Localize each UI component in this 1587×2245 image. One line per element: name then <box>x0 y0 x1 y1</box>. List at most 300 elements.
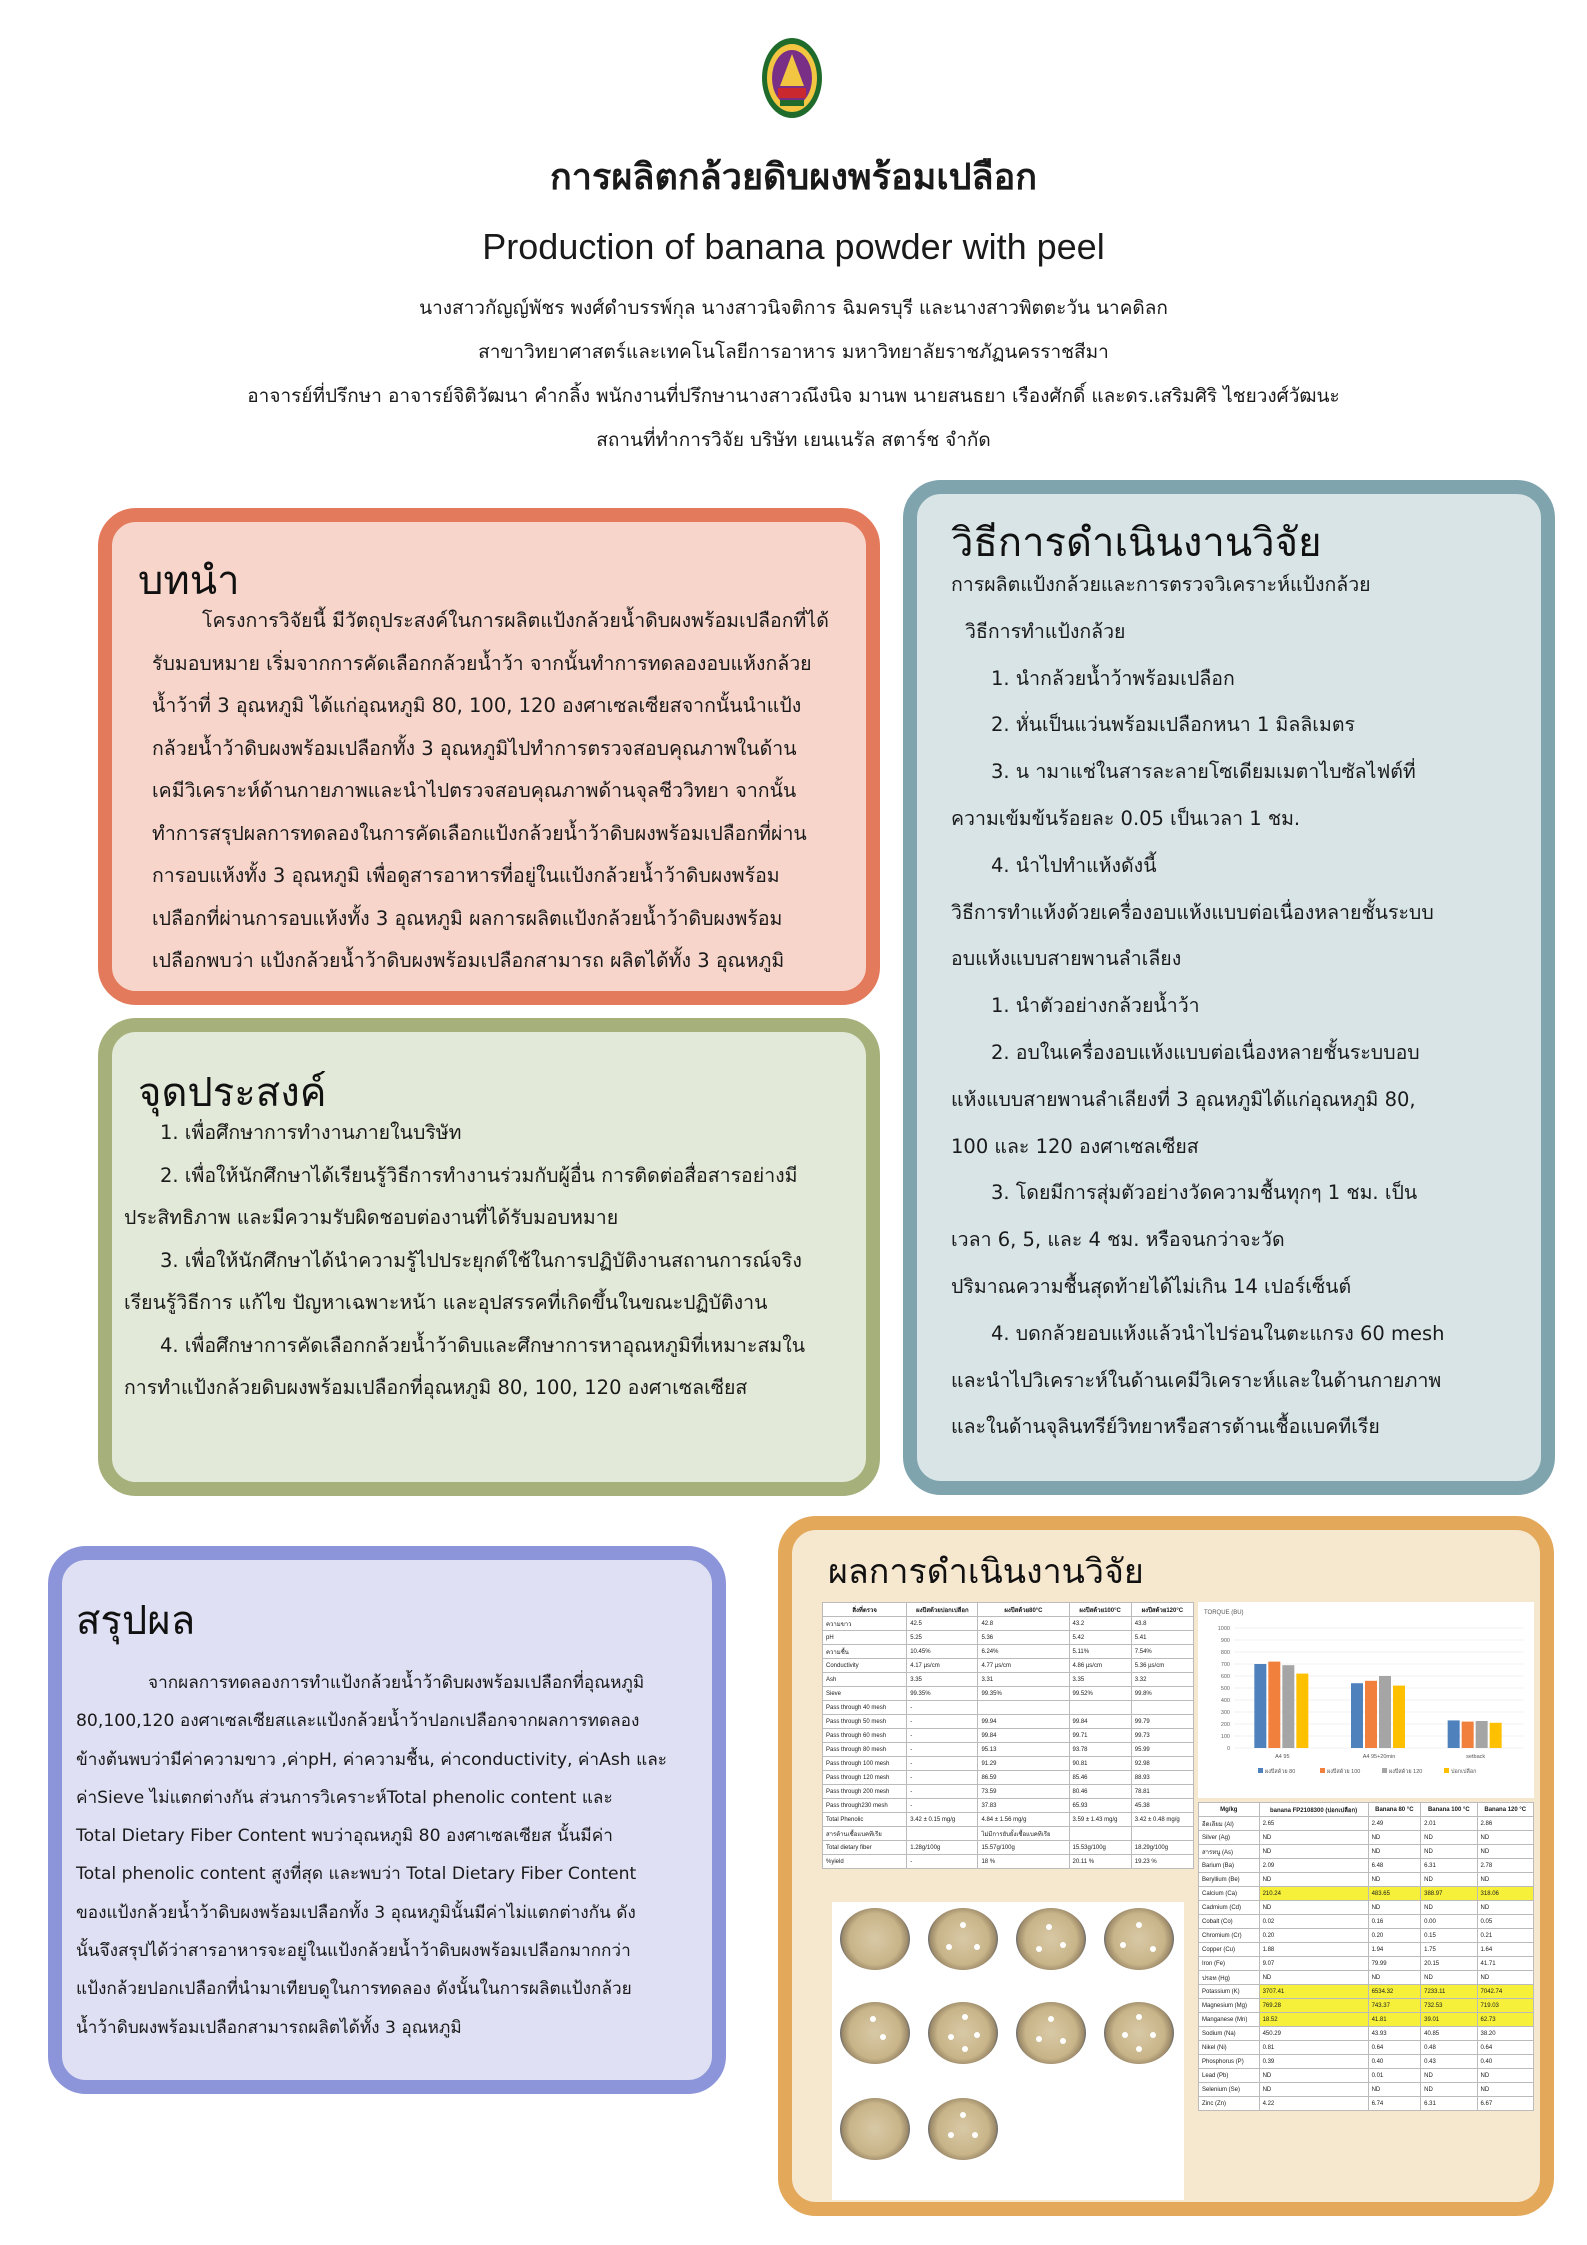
table-row <box>1199 2097 1534 2111</box>
table-row <box>823 1841 1194 1855</box>
university-seal-icon <box>760 36 824 120</box>
table-cell: 73.59 <box>978 1785 1069 1799</box>
table-cell: 0.02 <box>1259 1915 1368 1929</box>
conclusion-line: จากผลการทดลองการทำแป้งกล้วยน้ำว้าดิบผงพร้อมเปลือกที่อุณหภูมิ <box>148 1673 645 1693</box>
table-row <box>823 1687 1194 1701</box>
table-cell: Cobalt (Co) <box>1199 1915 1260 1929</box>
method-line: เวลา 6, 5, และ 4 ชม. หรือจนกว่าจะวัด <box>951 1228 1285 1252</box>
table-row <box>823 1799 1194 1813</box>
table-cell <box>1069 1701 1131 1715</box>
objectives-heading: จุดประสงค์ <box>138 1070 327 1116</box>
chart-bar <box>1379 1676 1391 1748</box>
table-cell: 3.31 <box>978 1673 1069 1687</box>
method-line: 3. โดยมีการสุ่มตัวอย่างวัดความชื้นทุกๆ 1 ชม. เป็น <box>991 1181 1418 1205</box>
table-cell: ND <box>1477 1845 1533 1859</box>
chart-bar <box>1462 1722 1474 1748</box>
table-cell: ND <box>1368 2083 1421 2097</box>
table-cell <box>1069 1827 1131 1841</box>
method-line: ความเข้มข้นร้อยละ 0.05 เป็นเวลา 1 ชม. <box>951 806 1301 830</box>
table-cell: 79.99 <box>1368 1957 1421 1971</box>
table-cell: 3.32 <box>1131 1673 1193 1687</box>
table-row <box>1199 1873 1534 1887</box>
table-row <box>1199 1859 1534 1873</box>
petri-dish-icon <box>1104 1908 1174 1970</box>
table-cell: 6.67 <box>1477 2097 1533 2111</box>
table-cell: Potassium (K) <box>1199 1985 1260 1999</box>
table-cell: ND <box>1368 1901 1421 1915</box>
results-quality-table <box>822 1602 1194 1869</box>
table-cell: 43.2 <box>1069 1617 1131 1631</box>
table-cell: 99.84 <box>978 1729 1069 1743</box>
table-cell: Manganese (Mn) <box>1199 2013 1260 2027</box>
table-cell: 5.42 <box>1069 1631 1131 1645</box>
objective-line: การทำแป้งกล้วยดิบผงพร้อมเปลือกที่อุณหภูมิ 80, 100, 120 องศาเซลเซียส <box>124 1376 748 1399</box>
table-cell: 3.42 ± 0.48 mg/g <box>1131 1813 1193 1827</box>
table-cell: 719.03 <box>1477 1999 1533 2013</box>
table-cell: 93.78 <box>1069 1743 1131 1757</box>
x-tick-label: A4 95 <box>1275 1754 1290 1760</box>
table-cell: ND <box>1421 2069 1477 2083</box>
table-cell: Pass through 40 mesh <box>823 1701 907 1715</box>
conclusion-line: Total phenolic content สูงที่สุด และพบว่า Total Dietary Fiber Content <box>76 1864 637 1885</box>
table-cell: 99.71 <box>1069 1729 1131 1743</box>
table-cell: ND <box>1421 1971 1477 1985</box>
table-cell: - <box>907 1799 978 1813</box>
table-cell: 45.38 <box>1131 1799 1193 1813</box>
table-cell: ND <box>1259 1873 1368 1887</box>
table-cell: Pass through 200 mesh <box>823 1785 907 1799</box>
table-cell: 483.65 <box>1368 1887 1421 1901</box>
table-cell: 2.09 <box>1259 1859 1368 1873</box>
y-tick-label: 100 <box>1220 1734 1230 1740</box>
table-cell: 0.40 <box>1477 2055 1533 2069</box>
intro-line: เปลือกพบว่า แป้งกล้วยน้ำว้าดิบผงพร้อมเปลือกสามารถ ผลิตได้ทั้ง 3 อุณหภูมิ <box>152 949 785 972</box>
chart-bar <box>1490 1723 1502 1748</box>
table-header-cell: Banana 80 °C <box>1368 1803 1421 1817</box>
table-cell: ND <box>1421 1873 1477 1887</box>
table-cell: 0.01 <box>1368 2069 1421 2083</box>
table-header-cell: ผงปีสด้วย100°C <box>1069 1603 1131 1617</box>
method-line: 1. นำตัวอย่างกล้วยน้ำว้า <box>991 994 1200 1018</box>
table-row <box>1199 1957 1534 1971</box>
table-cell: %yield <box>823 1855 907 1869</box>
results-mineral-table <box>1198 1802 1534 2111</box>
petri-dish-icon <box>928 2098 998 2160</box>
table-row <box>1199 2055 1534 2069</box>
table-cell: 19.23 % <box>1131 1855 1193 1869</box>
table-cell: ND <box>1421 1901 1477 1915</box>
table-cell: ND <box>1421 2083 1477 2097</box>
petri-dish-icon <box>928 2002 998 2064</box>
conclusion-line: ค่าSieve ไม่แตกต่างกัน ส่วนการวิเคราะห์Total phenolic content และ <box>76 1787 613 1808</box>
method-line: 100 และ 120 องศาเซลเซียส <box>951 1134 1199 1158</box>
table-cell: ND <box>1368 1845 1421 1859</box>
table-cell: - <box>907 1715 978 1729</box>
y-tick-label: 900 <box>1220 1638 1230 1644</box>
table-row <box>823 1785 1194 1799</box>
table-cell: 10.45% <box>907 1645 978 1659</box>
table-cell: Beryllium (Be) <box>1199 1873 1260 1887</box>
department: สาขาวิทยาศาสตร์และเทคโนโลยีการอาหาร มหาวิทยาลัยราชภัฏนครราชสีมา <box>478 341 1109 363</box>
y-axis-label: TORQUE (BU) <box>1204 1610 1244 1616</box>
table-cell: Iron (Fe) <box>1199 1957 1260 1971</box>
intro-section <box>98 508 880 1005</box>
chart-bar <box>1476 1721 1488 1748</box>
table-row <box>1199 2083 1534 2097</box>
table-cell: 92.98 <box>1131 1757 1193 1771</box>
table-cell: ND <box>1477 1873 1533 1887</box>
table-cell: Zinc (Zn) <box>1199 2097 1260 2111</box>
table-cell: 4.22 <box>1259 2097 1368 2111</box>
conclusion-line: Total Dietary Fiber Content พบว่าอุณหภูมิ 80 องศาเซลเซียส นั้นมีค่า <box>76 1826 613 1847</box>
table-cell: Sodium (Na) <box>1199 2027 1260 2041</box>
petri-dish-photos <box>832 1902 1184 2200</box>
table-cell: 743.37 <box>1368 1999 1421 2013</box>
table-row <box>823 1659 1194 1673</box>
table-cell: 6.31 <box>1421 2097 1477 2111</box>
table-cell: - <box>907 1757 978 1771</box>
method-line: และนำไปวิเคราะห์ในด้านเคมีวิเคราะห์และในด้านกายภาพ <box>951 1368 1442 1392</box>
table-header-cell: ผงปีสด้วย80°C <box>978 1603 1069 1617</box>
petri-dish-icon <box>840 2002 910 2064</box>
table-cell <box>1131 1701 1193 1715</box>
table-cell: 5.25 <box>907 1631 978 1645</box>
y-tick-label: 400 <box>1220 1698 1230 1704</box>
intro-line: รับมอบหมาย เริ่มจากการคัดเลือกกล้วยน้ำว้า จากนั้นทำการทดลองอบแห้งกล้วย <box>152 651 812 675</box>
table-cell: ND <box>1259 2083 1368 2097</box>
table-row <box>1199 1929 1534 1943</box>
conclusion-line: 80,100,120 องศาเซลเซียสและแป้งกล้วยน้ำว้าปอกเปลือกจากผลการทดลอง <box>76 1711 640 1732</box>
table-cell: ปรอท (Hg) <box>1199 1971 1260 1985</box>
method-line: การผลิตแป้งกล้วยและการตรวจวิเคราะห์แป้งกล้วย <box>951 573 1371 596</box>
table-cell: 18 % <box>978 1855 1069 1869</box>
table-cell: 88.93 <box>1131 1771 1193 1785</box>
table-cell: 0.05 <box>1477 1915 1533 1929</box>
table-cell: 40.85 <box>1421 2027 1477 2041</box>
objective-line: 4. เพื่อศึกษาการคัดเลือกกล้วยน้ำว้าดิบและศึกษาการหาอุณหภูมิที่เหมาะสมใน <box>160 1333 806 1357</box>
x-tick-label: setback <box>1466 1754 1486 1760</box>
table-cell: 99.35% <box>978 1687 1069 1701</box>
table-cell: Phosphorus (P) <box>1199 2055 1260 2069</box>
petri-dish-icon <box>840 2098 910 2160</box>
table-cell: 41.71 <box>1477 1957 1533 1971</box>
table-cell: 99.79 <box>1131 1715 1193 1729</box>
table-cell: 7042.74 <box>1477 1985 1533 1999</box>
table-row <box>823 1771 1194 1785</box>
legend-swatch <box>1258 1768 1263 1773</box>
table-row <box>823 1673 1194 1687</box>
conclusion-line: น้ำว้าดิบผงพร้อมเปลือกสามารถผลิตได้ทั้ง 3 อุณหภูมิ <box>76 2017 462 2038</box>
table-cell: pH <box>823 1631 907 1645</box>
table-cell: 3.35 <box>1069 1673 1131 1687</box>
poster-title-english: Production of banana powder with peel <box>482 226 1105 267</box>
table-cell: 3.35 <box>907 1673 978 1687</box>
table-cell: 0.20 <box>1259 1929 1368 1943</box>
table-cell: ND <box>1477 1971 1533 1985</box>
table-cell: Pass through230 mesh <box>823 1799 907 1813</box>
table-cell: 450.29 <box>1259 2027 1368 2041</box>
table-cell: Cadmium (Cd) <box>1199 1901 1260 1915</box>
objective-line: 3. เพื่อให้นักศึกษาได้นำความรู้ไปประยุกต์ใช้ในการปฏิบัติงานสถานการณ์จริง <box>160 1248 802 1272</box>
method-body <box>951 562 1445 1451</box>
chart-bar <box>1254 1664 1266 1748</box>
table-cell: 38.20 <box>1477 2027 1533 2041</box>
table-row <box>823 1827 1194 1841</box>
table-cell: Silver (Ag) <box>1199 1831 1260 1845</box>
table-cell: 9.07 <box>1259 1957 1368 1971</box>
table-cell: Sieve <box>823 1687 907 1701</box>
chart-bar <box>1296 1674 1308 1748</box>
table-cell: 0.64 <box>1477 2041 1533 2055</box>
legend-entry: ปอกเปลือก <box>1451 1769 1477 1775</box>
table-cell: Magnesium (Mg) <box>1199 1999 1260 2013</box>
table-cell: 42.8 <box>978 1617 1069 1631</box>
table-cell: 0.43 <box>1421 2055 1477 2069</box>
table-cell: 99.8% <box>1131 1687 1193 1701</box>
table-cell: - <box>907 1785 978 1799</box>
table-cell: Conductivity <box>823 1659 907 1673</box>
table-cell <box>978 1701 1069 1715</box>
objective-line: เรียนรู้วิธีการ แก้ไข ปัญหาเฉพาะหน้า และอุปสรรคที่เกิดขึ้นในขณะปฏิบัติงาน <box>124 1291 768 1314</box>
table-cell: สารหนู (As) <box>1199 1845 1260 1859</box>
method-line: ปริมาณความชื้นสุดท้ายได้ไม่เกิน 14 เปอร์เซ็นต์ <box>951 1274 1352 1298</box>
table-cell: ND <box>1477 2069 1533 2083</box>
table-cell: 0.64 <box>1368 2041 1421 2055</box>
table-cell: อีดเลียม (Al) <box>1199 1817 1260 1831</box>
table-cell: ไม่มีการยับยั้งเชื้อแบคทีเรีย <box>978 1827 1069 1841</box>
intro-line: การอบแห้งทั้ง 3 อุณหภูมิ เพื่อดูสารอาหารที่อยู่ในแป้งกล้วยน้ำว้าดิบผงพร้อม <box>152 864 780 887</box>
table-cell: 3707.41 <box>1259 1985 1368 1999</box>
method-line: 2. หั่นเป็นแว่นพร้อมเปลือกหนา 1 มิลลิเมตร <box>991 713 1355 737</box>
table-cell: 0.40 <box>1368 2055 1421 2069</box>
intro-line: โครงการวิจัยนี้ มีวัตถุประสงค์ในการผลิตแป้งกล้วยน้ำดิบผงพร้อมเปลือกที่ได้ <box>202 609 829 632</box>
objective-line: ประสิทธิภาพ และมีความรับผิดชอบต่องานที่ได้รับมอบหมาย <box>124 1206 619 1229</box>
table-row <box>1199 2041 1534 2055</box>
table-cell: สารต้านเชื้อแบคทีเรีย <box>823 1827 907 1841</box>
intro-body <box>152 600 829 983</box>
petri-dish-icon <box>928 1908 998 1970</box>
table-cell: 3.42 ± 0.15 mg/g <box>907 1813 978 1827</box>
table-cell: 6.31 <box>1421 1859 1477 1873</box>
table-cell: 4.86 µs/cm <box>1069 1659 1131 1673</box>
table-cell: 388.97 <box>1421 1887 1477 1901</box>
table-cell: 15.53g/100g <box>1069 1841 1131 1855</box>
table-cell: ความขาว <box>823 1617 907 1631</box>
table-cell: 43.93 <box>1368 2027 1421 2041</box>
table-cell: Total dietary fiber <box>823 1841 907 1855</box>
table-cell: 1.64 <box>1477 1943 1533 1957</box>
y-tick-label: 800 <box>1220 1650 1230 1656</box>
torque-bar-chart <box>1198 1602 1534 1798</box>
table-cell: ND <box>1259 1831 1368 1845</box>
table-cell: Pass through 80 mesh <box>823 1743 907 1757</box>
chart-bar <box>1365 1681 1377 1748</box>
table-row <box>1199 1845 1534 1859</box>
table-cell: ND <box>1259 2069 1368 2083</box>
results-section <box>778 1516 1554 2216</box>
table-cell: 41.81 <box>1368 2013 1421 2027</box>
table-cell: Pass through 60 mesh <box>823 1729 907 1743</box>
table-cell: 0.20 <box>1368 1929 1421 1943</box>
table-cell: 99.84 <box>1069 1715 1131 1729</box>
table-cell: 43.8 <box>1131 1617 1193 1631</box>
table-cell <box>907 1827 978 1841</box>
table-row <box>823 1701 1194 1715</box>
method-heading: วิธีการดำเนินงานวิจัย <box>951 520 1322 566</box>
y-tick-label: 300 <box>1220 1710 1230 1716</box>
x-tick-label: A4 95+20min <box>1362 1754 1396 1760</box>
chart-bar <box>1393 1686 1405 1748</box>
table-cell: Copper (Cu) <box>1199 1943 1260 1957</box>
table-cell: 7.54% <box>1131 1645 1193 1659</box>
table-cell: 6534.32 <box>1368 1985 1421 1999</box>
table-cell: 5.41 <box>1131 1631 1193 1645</box>
table-cell: 95.13 <box>978 1743 1069 1757</box>
conclusion-heading: สรุปผล <box>76 1598 196 1644</box>
table-cell: 5.11% <box>1069 1645 1131 1659</box>
advisors: อาจารย์ที่ปรึกษา อาจารย์จิติวัฒนา คำกลิ้ง พนักงานที่ปรึกษานางสาวณึงนิจ มานพ นายสนธยา เรืองศักดิ์ และดร.เสริมศิริ ไชยวงศ์วัฒนะ <box>247 385 1340 407</box>
table-cell: 0.81 <box>1259 2041 1368 2055</box>
table-cell: 99.94 <box>978 1715 1069 1729</box>
table-cell: 2.78 <box>1477 1859 1533 1873</box>
table-cell: ND <box>1477 1831 1533 1845</box>
table-cell: 80.46 <box>1069 1785 1131 1799</box>
table-cell: Selenium (Se) <box>1199 2083 1260 2097</box>
method-line: วิธีการทำแป้งกล้วย <box>965 619 1126 643</box>
intro-line: เปลือกที่ผ่านการอบแห้งทั้ง 3 อุณหภูมิ ผลการผลิตแป้งกล้วยน้ำว้าดิบผงพร้อม <box>152 906 783 930</box>
table-cell: - <box>907 1771 978 1785</box>
table-cell: Chromium (Cr) <box>1199 1929 1260 1943</box>
y-tick-label: 200 <box>1220 1722 1230 1728</box>
table-cell: 6.48 <box>1368 1859 1421 1873</box>
table-cell: 769.28 <box>1259 1999 1368 2013</box>
table-cell: - <box>907 1701 978 1715</box>
method-line: 2. อบในเครื่องอบแห้งแบบต่อเนื่องหลายชั้นระบบอบ <box>991 1040 1420 1064</box>
method-line: 4. บดกล้วยอบแห้งแล้วนำไปร่อนในตะแกรง 60 mesh <box>991 1321 1445 1345</box>
intro-line: กล้วยน้ำว้าดิบผงพร้อมเปลือกทั้ง 3 อุณหภูมิไปทำการตรวจสอบคุณภาพในด้าน <box>152 736 797 760</box>
table-cell: 65.93 <box>1069 1799 1131 1813</box>
table-cell: 0.48 <box>1421 2041 1477 2055</box>
table-cell: 2.01 <box>1421 1817 1477 1831</box>
table-cell: 99.35% <box>907 1687 978 1701</box>
table-cell: ND <box>1477 2083 1533 2097</box>
table-header-cell: ผงปีสด้วย120°C <box>1131 1603 1193 1617</box>
y-tick-label: 600 <box>1220 1674 1230 1680</box>
table-cell: 1.94 <box>1368 1943 1421 1957</box>
petri-dish-icon <box>1016 2002 1086 2064</box>
method-line: อบแห้งแบบสายพานลำเลียง <box>951 947 1182 971</box>
conclusion-body <box>76 1664 667 2047</box>
table-cell: 6.24% <box>978 1645 1069 1659</box>
table-row <box>1199 1943 1534 1957</box>
table-cell: Pass through 50 mesh <box>823 1715 907 1729</box>
method-line: 3. น ามาแช่ในสารละลายโซเดียมเมตาไบซัลไฟต์ที่ <box>991 760 1416 784</box>
table-cell: 2.86 <box>1477 1817 1533 1831</box>
y-tick-label: 700 <box>1220 1662 1230 1668</box>
table-cell: 99.73 <box>1131 1729 1193 1743</box>
table-cell: 18.52 <box>1259 2013 1368 2027</box>
table-cell: 1.88 <box>1259 1943 1368 1957</box>
table-cell: 0.00 <box>1421 1915 1477 1929</box>
table-row <box>1199 1901 1534 1915</box>
intro-line: เคมีวิเคราะห์ด้านกายภาพและนำไปตรวจสอบคุณภาพด้านจุลชีววิทยา จากนั้น <box>152 779 797 802</box>
table-header-cell: ผงปีสด้วยปอกเปลือก <box>907 1603 978 1617</box>
table-cell: 39.01 <box>1421 2013 1477 2027</box>
table-cell: 18.29g/100g <box>1131 1841 1193 1855</box>
method-line: และในด้านจุลินทรีย์วิทยาหรือสารต้านเชื้อแบคทีเรีย <box>951 1415 1380 1439</box>
table-row <box>823 1631 1194 1645</box>
intro-line: น้ำว้าที่ 3 อุณหภูมิ ได้แก่อุณหภูมิ 80, 100, 120 องศาเซลเซียสจากนั้นนำแป้ง <box>152 694 802 717</box>
table-cell: 90.81 <box>1069 1757 1131 1771</box>
table-row <box>1199 1887 1534 1901</box>
chart-bar <box>1282 1665 1294 1748</box>
table-row <box>1199 1817 1534 1831</box>
intro-line: ทำการสรุปผลการทดลองในการคัดเลือกแป้งกล้วยน้ำว้าดิบผงพร้อมเปลือกที่ผ่าน <box>152 821 807 845</box>
table-cell: 5.36 <box>978 1631 1069 1645</box>
y-tick-label: 1000 <box>1217 1626 1230 1632</box>
table-row <box>823 1813 1194 1827</box>
petri-dish-icon <box>1104 2002 1174 2064</box>
table-cell: 210.24 <box>1259 1887 1368 1901</box>
table-row <box>823 1617 1194 1631</box>
table-row <box>823 1729 1194 1743</box>
table-cell: Total Phenolic <box>823 1813 907 1827</box>
table-cell: ND <box>1477 1901 1533 1915</box>
conclusion-line: ข้างต้นพบว่ามีค่าความขาว ,ค่าpH, ค่าความชื้น, ค่าconductivity, ค่าAsh และ <box>76 1749 667 1770</box>
table-cell: ND <box>1368 1873 1421 1887</box>
table-cell: ND <box>1259 1901 1368 1915</box>
table-cell: 2.49 <box>1368 1817 1421 1831</box>
table-cell: 3.59 ± 1.43 mg/g <box>1069 1813 1131 1827</box>
petri-dish-icon <box>840 1908 910 1970</box>
table-cell: 15.57g/100g <box>978 1841 1069 1855</box>
table-header-cell: Mg/kg <box>1199 1803 1260 1817</box>
table-row <box>1199 1831 1534 1845</box>
objectives-body <box>124 1112 805 1410</box>
table-cell: ND <box>1368 1831 1421 1845</box>
table-header-cell: Banana 100 °C <box>1421 1803 1477 1817</box>
table-row <box>823 1715 1194 1729</box>
chart-bar <box>1268 1662 1280 1748</box>
table-cell: ND <box>1259 1845 1368 1859</box>
conclusion-line: นั้นจึงสรุปได้ว่าสารอาหารจะอยู่ในแป้งกล้วยน้ำว้าดิบผงพร้อมเปลือกมากกว่า <box>76 1941 631 1962</box>
research-site: สถานที่ทำการวิจัย บริษัท เยนเนรัล สตาร์ช จำกัด <box>596 429 991 451</box>
table-row <box>1199 2027 1534 2041</box>
method-line: วิธีการทำแห้งด้วยเครื่องอบแห้งแบบต่อเนื่องหลายชั้นระบบ <box>951 900 1434 924</box>
table-cell: 99.52% <box>1069 1687 1131 1701</box>
legend-entry: ผงปีสด้วย 100 <box>1327 1769 1361 1775</box>
table-cell: ความชื้น <box>823 1645 907 1659</box>
table-cell: - <box>907 1729 978 1743</box>
table-cell: 732.53 <box>1421 1999 1477 2013</box>
table-cell: 78.81 <box>1131 1785 1193 1799</box>
table-row <box>823 1757 1194 1771</box>
table-cell: 4.77 µs/cm <box>978 1659 1069 1673</box>
table-row <box>1199 1999 1534 2013</box>
table-row <box>1199 1915 1534 1929</box>
table-cell: 318.06 <box>1477 1887 1533 1901</box>
objective-line: 1. เพื่อศึกษาการทำงานภายในบริษัท <box>160 1121 462 1144</box>
table-cell: 91.29 <box>978 1757 1069 1771</box>
table-cell: Ash <box>823 1673 907 1687</box>
chart-bar <box>1351 1683 1363 1748</box>
table-cell: 6.74 <box>1368 2097 1421 2111</box>
chart-bar <box>1448 1720 1460 1748</box>
table-row <box>823 1743 1194 1757</box>
table-cell: Calcium (Ca) <box>1199 1887 1260 1901</box>
table-cell: Lead (Pb) <box>1199 2069 1260 2083</box>
conclusion-section <box>48 1546 726 2094</box>
